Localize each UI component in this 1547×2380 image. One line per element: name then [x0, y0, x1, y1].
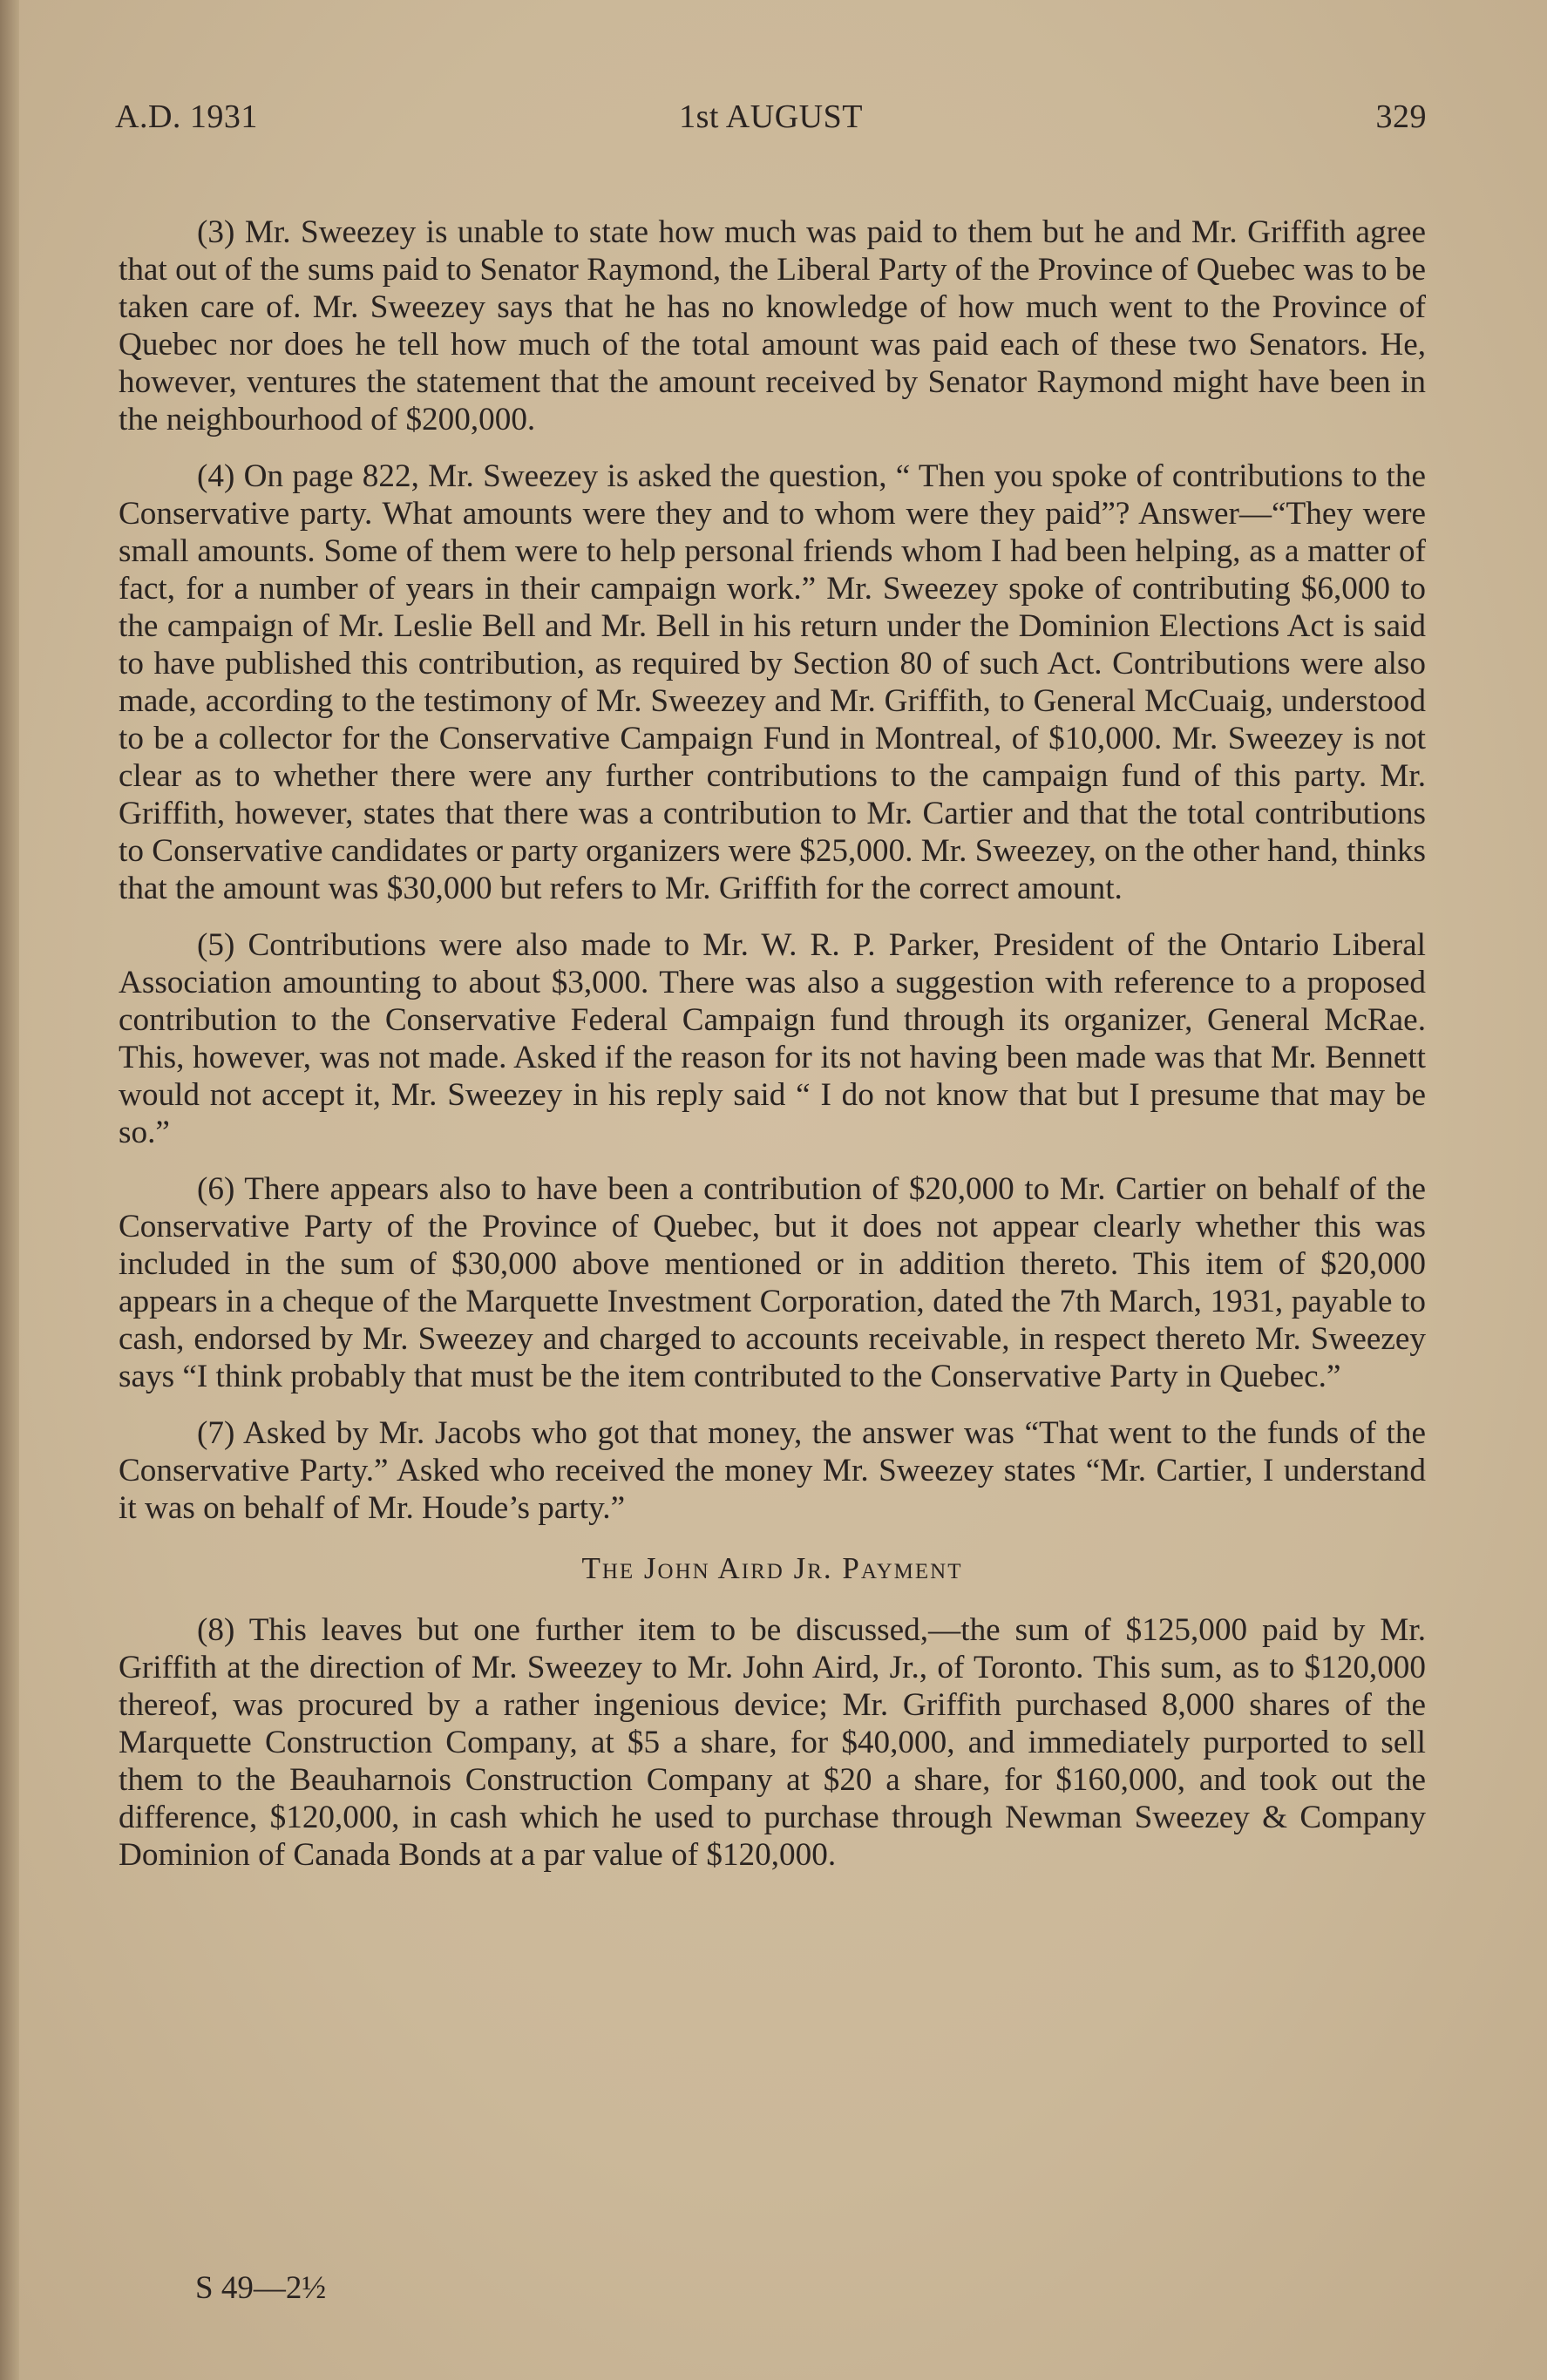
- body-text: [119, 214, 1426, 1893]
- paragraph-6: (6) There appears also to have been a contribution of $20,000 to Mr. Cartier on behalf of the Conservative Party of the Province of Quebec, but it does not appear clearly whether this was included in the sum of $30,000 above mentioned or in addition thereto. This item of $20,000 appears in a cheque of the Marquette Investment Corporation, dated the 7th March, 1931, payable to cash, endorsed by Mr. Sweezey and charged to accounts receivable, in respect thereto Mr. Sweezey says “I think probably that must be the item contributed to the Conservative Party in Quebec.”: [119, 1171, 1426, 1394]
- paragraph-5: (5) Contributions were also made to Mr. W. R. P. Parker, President of the Ontario Liberal Association amounting to about $3,000. There was also a suggestion with reference to a proposed contribution to the Conservative Federal Campaign fund through its organizer, General McRae. This, however, was not made. Asked if the reason for its not having been made was that Mr. Bennett would not accept it, Mr. Sweezey in his reply said “ I do not know that but I presume that may be so.”: [119, 927, 1426, 1150]
- paragraph-8: (8) This leaves but one further item to be discussed,—the sum of $125,000 paid by Mr. Griffith at the direction of Mr. Sweezey to Mr. John Aird, Jr., of Toronto. This sum, as to $120,000 thereof, was procured by a rather ingenious device; Mr. Griffith purchased 8,000 shares of the Marquette Construction Company, at $5 a share, for $40,000, and immediately purported to sell them to the Beauharnois Construction Company at $20 a share, for $160,000, and took out the difference, $120,000, in cash which he used to purchase through Newman Sweezey & Company Dominion of Canada Bonds at a par value of $120,000.: [119, 1612, 1426, 1873]
- paragraph-3: (3) Mr. Sweezey is unable to state how much was paid to them but he and Mr. Griffith agree that out of the sums paid to Senator Raymond, the Liberal Party of the Province of Quebec was to be taken care of. Mr. Sweezey says that he has no knowledge of how much went to the Province of Quebec nor does he tell how much of the total amount was paid each of these two Senators. He, however, ventures the statement that the amount received by Senator Raymond might have been in the neighbourhood of $200,000.: [119, 214, 1426, 437]
- running-header: [115, 98, 1427, 141]
- printer-signature: S 49—2½: [195, 2270, 327, 2306]
- paragraph-7: (7) Asked by Mr. Jacobs who got that money, the answer was “That went to the funds of the Conservative Party.” Asked who received the money Mr. Sweezey states “Mr. Cartier, I understand it was on behalf of Mr. Houde’s party.”: [119, 1415, 1426, 1526]
- section-heading: The John Aird Jr. Payment: [581, 1551, 963, 1585]
- header-year: A.D. 1931: [115, 98, 258, 135]
- page-spine-shadow: [0, 0, 19, 2380]
- header-date: 1st AUGUST: [679, 98, 863, 135]
- paragraph-4: (4) On page 822, Mr. Sweezey is asked the question, “ Then you spoke of contributions to the Conservative party. What amounts were they and to whom were they paid”? Answer—“They were small amounts. Some of them were to help personal friends whom I had been helping, as a matter of fact, for a number of years in their campaign work.” Mr. Sweezey spoke of contributing $6,000 to the campaign of Mr. Leslie Bell and Mr. Bell in his return under the Dominion Elections Act is said to have published this contribution, as required by Section 80 of such Act. Contributions were also made, according to the testimony of Mr. Sweezey and Mr. Griffith, to General McCuaig, understood to be a collector for the Conservative Campaign Fund in Montreal, of $10,000. Mr. Sweezey is not clear as to whether there were any further contributions to the campaign fund of this party. Mr. Griffith, however, states that there was a contribution to Mr. Cartier and that the total contributions to Conservative candidates or party organizers were $25,000. Mr. Sweezey, on the other hand, thinks that the amount was $30,000 but refers to Mr. Griffith for the correct amount.: [119, 458, 1426, 906]
- page-number: 329: [1375, 98, 1427, 135]
